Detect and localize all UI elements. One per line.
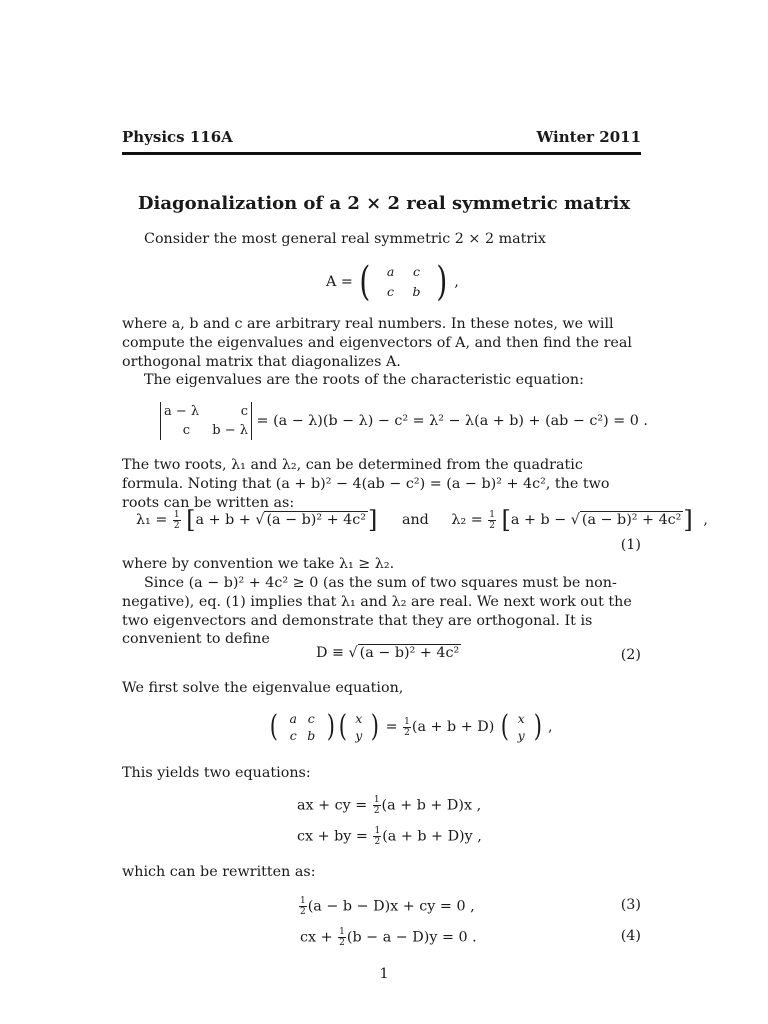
radicand: (a − b)² + 4c²: [359, 645, 460, 661]
det-entry: c: [240, 404, 248, 419]
equation-1: [136, 506, 708, 534]
matrix-entry: c: [413, 264, 421, 279]
left-paren: (: [359, 259, 371, 305]
d-lhs: D ≡: [316, 645, 344, 661]
det-entry: a − λ: [164, 404, 200, 419]
half-fraction: $\frac{1}{2}$: [373, 795, 380, 816]
eq1-tail: ,: [703, 512, 708, 528]
paragraph-intro: Consider the most general real symmetric 2 × 2 matrix: [144, 231, 546, 247]
paragraph-rewritten: which can be rewritten as:: [122, 864, 316, 880]
matrix-entry: b: [412, 284, 421, 299]
matrix-entry: b: [307, 728, 316, 743]
eigen-tail: ,: [547, 719, 553, 735]
eq3-rhs: (a − b − D)x + cy = 0 ,: [307, 898, 475, 915]
matrix-entry: a: [386, 264, 395, 279]
vector-body: [353, 710, 365, 744]
det-entry: b − λ: [212, 423, 248, 438]
equation-number-3: (3): [620, 897, 641, 913]
lambda1-inner: a + b +: [195, 512, 251, 528]
right-paren: ): [371, 709, 380, 744]
paragraph-eigen-equation: We first solve the eigenvalue equation,: [122, 680, 404, 696]
matrix-entry: c: [289, 728, 297, 743]
sqrt-symbol: √ (a − b)² + 4c²: [255, 512, 367, 528]
matrix-entry: c: [387, 284, 395, 299]
left-paren: (: [338, 709, 347, 744]
left-bracket: [: [501, 506, 511, 534]
vector-entry: y: [517, 728, 525, 743]
right-paren: ): [326, 709, 335, 744]
pair1-lhs: ax + cy =: [297, 797, 368, 814]
equation-2: [316, 645, 461, 661]
course-header: Physics 116A: [122, 128, 233, 146]
radicand: (a − b)² + 4c²: [581, 512, 682, 528]
equation-pair-row-2: [297, 826, 482, 847]
equation-characteristic: [160, 402, 648, 440]
page-number: 1: [379, 966, 389, 982]
paragraph-eigenvalues-intro: The eigenvalues are the roots of the characteristic equation:: [144, 372, 584, 388]
radicand: (a − b)² + 4c²: [266, 512, 367, 528]
equation-pair-row-1: [297, 795, 481, 816]
equation-eigenvalue: [268, 710, 552, 744]
sqrt-symbol: √ (a − b)² + 4c²: [348, 645, 460, 661]
right-bracket: ]: [368, 506, 378, 534]
vector-entry: y: [355, 728, 363, 743]
equation-matrix-a: [326, 259, 459, 305]
equation-number-4: (4): [620, 928, 641, 944]
half-fraction: $\frac{1}{2}$: [173, 509, 180, 531]
paragraph-reality: Since (a − b)² + 4c² ≥ 0 (as the sum of two squares must be non-negative), eq. (1) implies that λ₁ and λ₂ are real. We next work out the two eigenvectors and demonstrate that they are orthogonal. It is convenient to define: [122, 575, 632, 648]
half-fraction: $\frac{1}{2}$: [374, 826, 381, 847]
half-fraction: $\frac{1}{2}$: [404, 716, 410, 738]
header-rule: [122, 152, 641, 155]
paragraph-convention: where by convention we take λ₁ ≥ λ₂.: [122, 556, 395, 572]
eq-a-tail: ,: [454, 274, 459, 290]
pair2-rhs: (a + b + D)y ,: [382, 828, 482, 845]
paragraph-quadratic: The two roots, λ₁ and λ₂, can be determined from the quadratic formula. Noting that (a + b)² − 4(ab − c²) = (a − b)² + 4c², the two roots can be written as:: [122, 457, 610, 511]
matrix-body: [284, 710, 320, 744]
eq4-rhs: (b − a − D)y = 0 .: [346, 929, 477, 946]
equation-3: [298, 896, 475, 917]
characteristic-rhs: = (a − λ)(b − λ) − c² = λ² − λ(a + b) + (ab − c²) = 0 .: [256, 413, 648, 429]
right-paren: ): [436, 259, 448, 305]
left-paren: (: [269, 709, 278, 744]
half-fraction: $\frac{1}{2}$: [300, 896, 306, 917]
lambda2-lhs: λ₂ =: [451, 512, 483, 528]
eq-a-lhs: A =: [326, 274, 353, 290]
term-header: Winter 2011: [536, 128, 641, 146]
eq4-lhs: cx +: [300, 929, 333, 946]
lambda1-lhs: λ₁ =: [136, 512, 168, 528]
and-word: and: [401, 512, 429, 528]
vector-body: [515, 710, 527, 744]
vector-entry: x: [517, 711, 525, 726]
left-bracket: [: [186, 506, 196, 534]
right-bracket: ]: [683, 506, 693, 534]
determinant: [160, 402, 252, 440]
equation-number-1: (1): [620, 537, 641, 553]
det-entry: c: [182, 423, 190, 438]
matrix-entry: a: [289, 711, 297, 726]
sqrt-symbol: √ (a − b)² + 4c²: [570, 512, 682, 528]
paragraph-two-equations: This yields two equations:: [122, 765, 311, 781]
pair1-rhs: (a + b + D)x ,: [381, 797, 482, 814]
vector-entry: x: [355, 711, 363, 726]
left-paren: (: [500, 709, 509, 744]
pair2-lhs: cx + by =: [297, 828, 368, 845]
eigen-mid: (a + b + D): [411, 719, 495, 735]
half-fraction: $\frac{1}{2}$: [339, 927, 345, 948]
matrix-entry: c: [307, 711, 315, 726]
page-title: Diagonalization of a 2 × 2 real symmetric matrix: [137, 193, 631, 214]
equation-number-2: (2): [620, 647, 641, 663]
equation-4: [300, 927, 477, 948]
matrix-a-body: [378, 262, 430, 302]
lambda2-inner: a + b −: [510, 512, 567, 528]
paragraph-definitions: where a, b and c are arbitrary real numbers. In these notes, we will compute the eigenvalues and eigenvectors of A, and then find the real orthogonal matrix that diagonalizes A.: [122, 316, 632, 370]
equals-sign: =: [385, 719, 398, 735]
right-paren: ): [533, 709, 542, 744]
half-fraction: $\frac{1}{2}$: [489, 509, 495, 531]
